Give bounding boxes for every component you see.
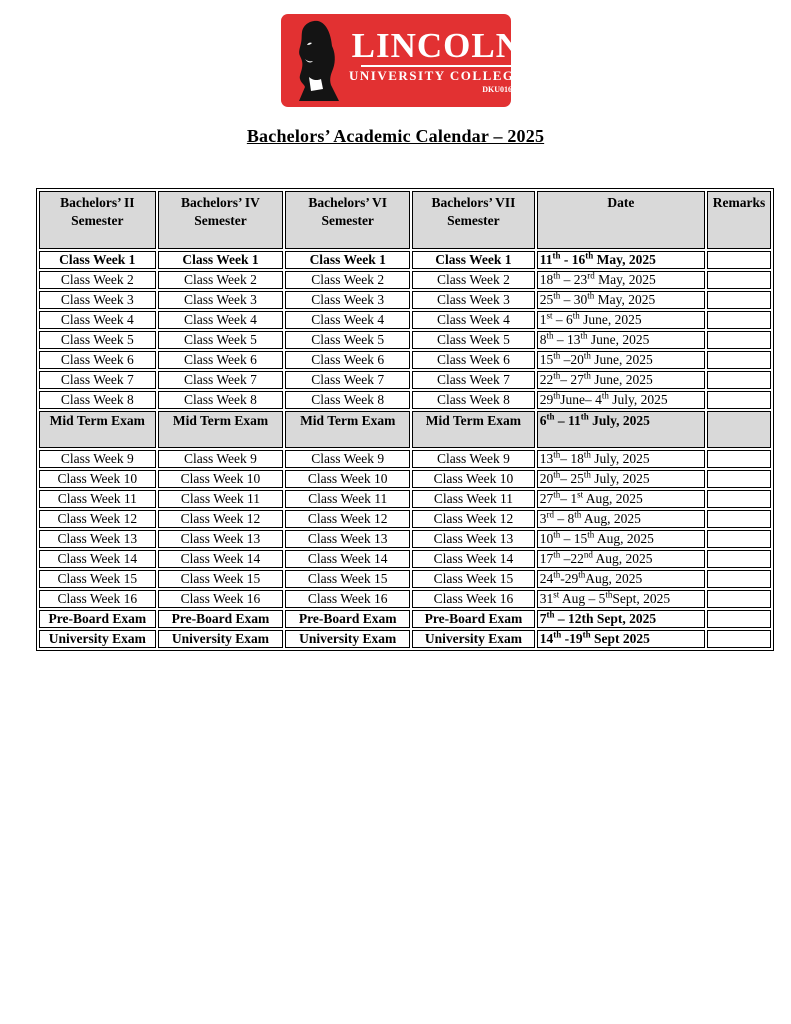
semester-cell: Class Week 3 [158,291,284,309]
remarks-cell [707,331,771,349]
semester-cell: Class Week 9 [285,450,410,468]
column-header-bachelors-ii: Bachelors’ II Semester [39,191,156,249]
semester-cell: Class Week 16 [412,590,535,608]
semester-cell: Class Week 14 [285,550,410,568]
table-row [39,630,771,648]
remarks-cell [707,271,771,289]
table-row [39,530,771,548]
semester-cell: Class Week 2 [285,271,410,289]
semester-cell: Class Week 10 [39,470,156,488]
semester-cell: Class Week 15 [158,570,284,588]
semester-cell: University Exam [39,630,156,648]
table-header [39,191,771,249]
column-header-date: Date [537,191,705,249]
semester-cell: Class Week 7 [158,371,284,389]
semester-cell: Pre-Board Exam [158,610,284,628]
table-row [39,291,771,309]
semester-cell: Class Week 11 [158,490,284,508]
table-row [39,550,771,568]
logo-wordmark: LINCOLN [351,25,523,65]
remarks-cell [707,610,771,628]
date-cell: 14th -19th Sept 2025 [537,630,705,648]
academic-calendar-table [36,188,774,651]
table-row [39,331,771,349]
lincoln-portrait-icon [287,19,349,103]
semester-cell: Class Week 16 [158,590,284,608]
table-row [39,590,771,608]
semester-cell: Class Week 8 [158,391,284,409]
column-header-bachelors-vi: Bachelors’ VI Semester [285,191,410,249]
semester-cell: Class Week 11 [39,490,156,508]
date-cell: 20th– 25th July, 2025 [537,470,705,488]
remarks-cell [707,291,771,309]
header-row [39,191,771,249]
semester-cell: Class Week 2 [39,271,156,289]
semester-cell: Pre-Board Exam [412,610,535,628]
date-cell: 1st – 6th June, 2025 [537,311,705,329]
column-header-bachelors-vii: Bachelors’ VII Semester [412,191,535,249]
semester-cell: Class Week 3 [412,291,535,309]
date-cell: 6th – 11th July, 2025 [537,411,705,448]
semester-cell: Class Week 9 [158,450,284,468]
semester-cell: Class Week 15 [412,570,535,588]
logo-subtitle: UNIVERSITY COLLEGE [349,67,525,83]
date-cell: 25th – 30th May, 2025 [537,291,705,309]
date-cell: 31st Aug – 5thSept, 2025 [537,590,705,608]
remarks-cell [707,251,771,269]
logo-code: DKU016 (B) [482,84,525,94]
table-row [39,450,771,468]
remarks-cell [707,530,771,548]
semester-cell: University Exam [158,630,284,648]
semester-cell: Class Week 15 [39,570,156,588]
remarks-cell [707,570,771,588]
semester-cell: Class Week 3 [39,291,156,309]
date-cell: 29thJune– 4th July, 2025 [537,391,705,409]
remarks-cell [707,450,771,468]
semester-cell: University Exam [412,630,535,648]
table-body [39,251,771,648]
semester-cell: Class Week 12 [39,510,156,528]
semester-cell: Class Week 1 [158,251,284,269]
semester-cell: Class Week 1 [39,251,156,269]
semester-cell: Class Week 4 [412,311,535,329]
semester-cell: Class Week 16 [39,590,156,608]
remarks-cell [707,490,771,508]
semester-cell: Class Week 9 [39,450,156,468]
semester-cell: Class Week 10 [285,470,410,488]
date-cell: 13th– 18th July, 2025 [537,450,705,468]
date-cell: 27th– 1st Aug, 2025 [537,490,705,508]
semester-cell: Class Week 8 [412,391,535,409]
semester-cell: Class Week 10 [158,470,284,488]
semester-cell: Class Week 7 [39,371,156,389]
semester-cell: Class Week 5 [39,331,156,349]
date-cell: 22th– 27th June, 2025 [537,371,705,389]
table-row [39,510,771,528]
semester-cell: Class Week 7 [412,371,535,389]
semester-cell: Class Week 1 [412,251,535,269]
page-title: Bachelors’ Academic Calendar – 2025 [246,126,545,146]
semester-cell: Class Week 4 [285,311,410,329]
semester-cell: Class Week 5 [412,331,535,349]
semester-cell: Class Week 5 [158,331,284,349]
semester-cell: Class Week 11 [412,490,535,508]
date-cell: 10th – 15th Aug, 2025 [537,530,705,548]
semester-cell: Class Week 13 [158,530,284,548]
semester-cell: Class Week 16 [285,590,410,608]
semester-cell: Pre-Board Exam [39,610,156,628]
semester-cell: Class Week 14 [158,550,284,568]
semester-cell: Class Week 8 [39,391,156,409]
remarks-cell [707,470,771,488]
column-header-remarks: Remarks [707,191,771,249]
semester-cell: Class Week 3 [285,291,410,309]
university-logo [281,14,525,107]
date-cell: 15th –20th June, 2025 [537,351,705,369]
table-row [39,351,771,369]
semester-cell: Class Week 8 [285,391,410,409]
table-row [39,610,771,628]
semester-cell: Class Week 6 [412,351,535,369]
semester-cell: University Exam [285,630,410,648]
semester-cell: Class Week 2 [158,271,284,289]
logo-divider [361,65,513,67]
table-row [39,251,771,269]
semester-cell: Class Week 11 [285,490,410,508]
semester-cell: Class Week 1 [285,251,410,269]
semester-cell: Class Week 13 [285,530,410,548]
semester-cell: Pre-Board Exam [285,610,410,628]
remarks-cell [707,550,771,568]
date-cell: 11th - 16th May, 2025 [537,251,705,269]
semester-cell: Mid Term Exam [285,411,410,448]
table-row [39,411,771,448]
semester-cell: Class Week 15 [285,570,410,588]
semester-cell: Mid Term Exam [39,411,156,448]
remarks-cell [707,630,771,648]
semester-cell: Mid Term Exam [158,411,284,448]
semester-cell: Class Week 7 [285,371,410,389]
remarks-cell [707,311,771,329]
semester-cell: Class Week 6 [39,351,156,369]
table-row [39,391,771,409]
remarks-cell [707,391,771,409]
table-row [39,311,771,329]
remarks-cell [707,590,771,608]
remarks-cell [707,510,771,528]
table-row [39,570,771,588]
date-cell: 8th – 13th June, 2025 [537,331,705,349]
semester-cell: Class Week 13 [412,530,535,548]
logo-text-block [349,25,525,94]
semester-cell: Class Week 12 [412,510,535,528]
semester-cell: Class Week 4 [158,311,284,329]
semester-cell: Class Week 9 [412,450,535,468]
date-cell: 24th-29thAug, 2025 [537,570,705,588]
column-header-bachelors-iv: Bachelors’ IV Semester [158,191,284,249]
semester-cell: Class Week 5 [285,331,410,349]
remarks-cell [707,351,771,369]
semester-cell: Class Week 12 [285,510,410,528]
semester-cell: Class Week 6 [158,351,284,369]
date-cell: 18th – 23rd May, 2025 [537,271,705,289]
semester-cell: Class Week 14 [412,550,535,568]
semester-cell: Class Week 14 [39,550,156,568]
semester-cell: Class Week 4 [39,311,156,329]
remarks-cell [707,411,771,448]
table-row [39,470,771,488]
semester-cell: Class Week 6 [285,351,410,369]
semester-cell: Class Week 13 [39,530,156,548]
date-cell: 3rd – 8th Aug, 2025 [537,510,705,528]
table-row [39,271,771,289]
semester-cell: Class Week 2 [412,271,535,289]
semester-cell: Class Week 10 [412,470,535,488]
date-cell: 7th – 12th Sept, 2025 [537,610,705,628]
table-row [39,490,771,508]
remarks-cell [707,371,771,389]
table-row [39,371,771,389]
date-cell: 17th –22nd Aug, 2025 [537,550,705,568]
semester-cell: Class Week 12 [158,510,284,528]
semester-cell: Mid Term Exam [412,411,535,448]
